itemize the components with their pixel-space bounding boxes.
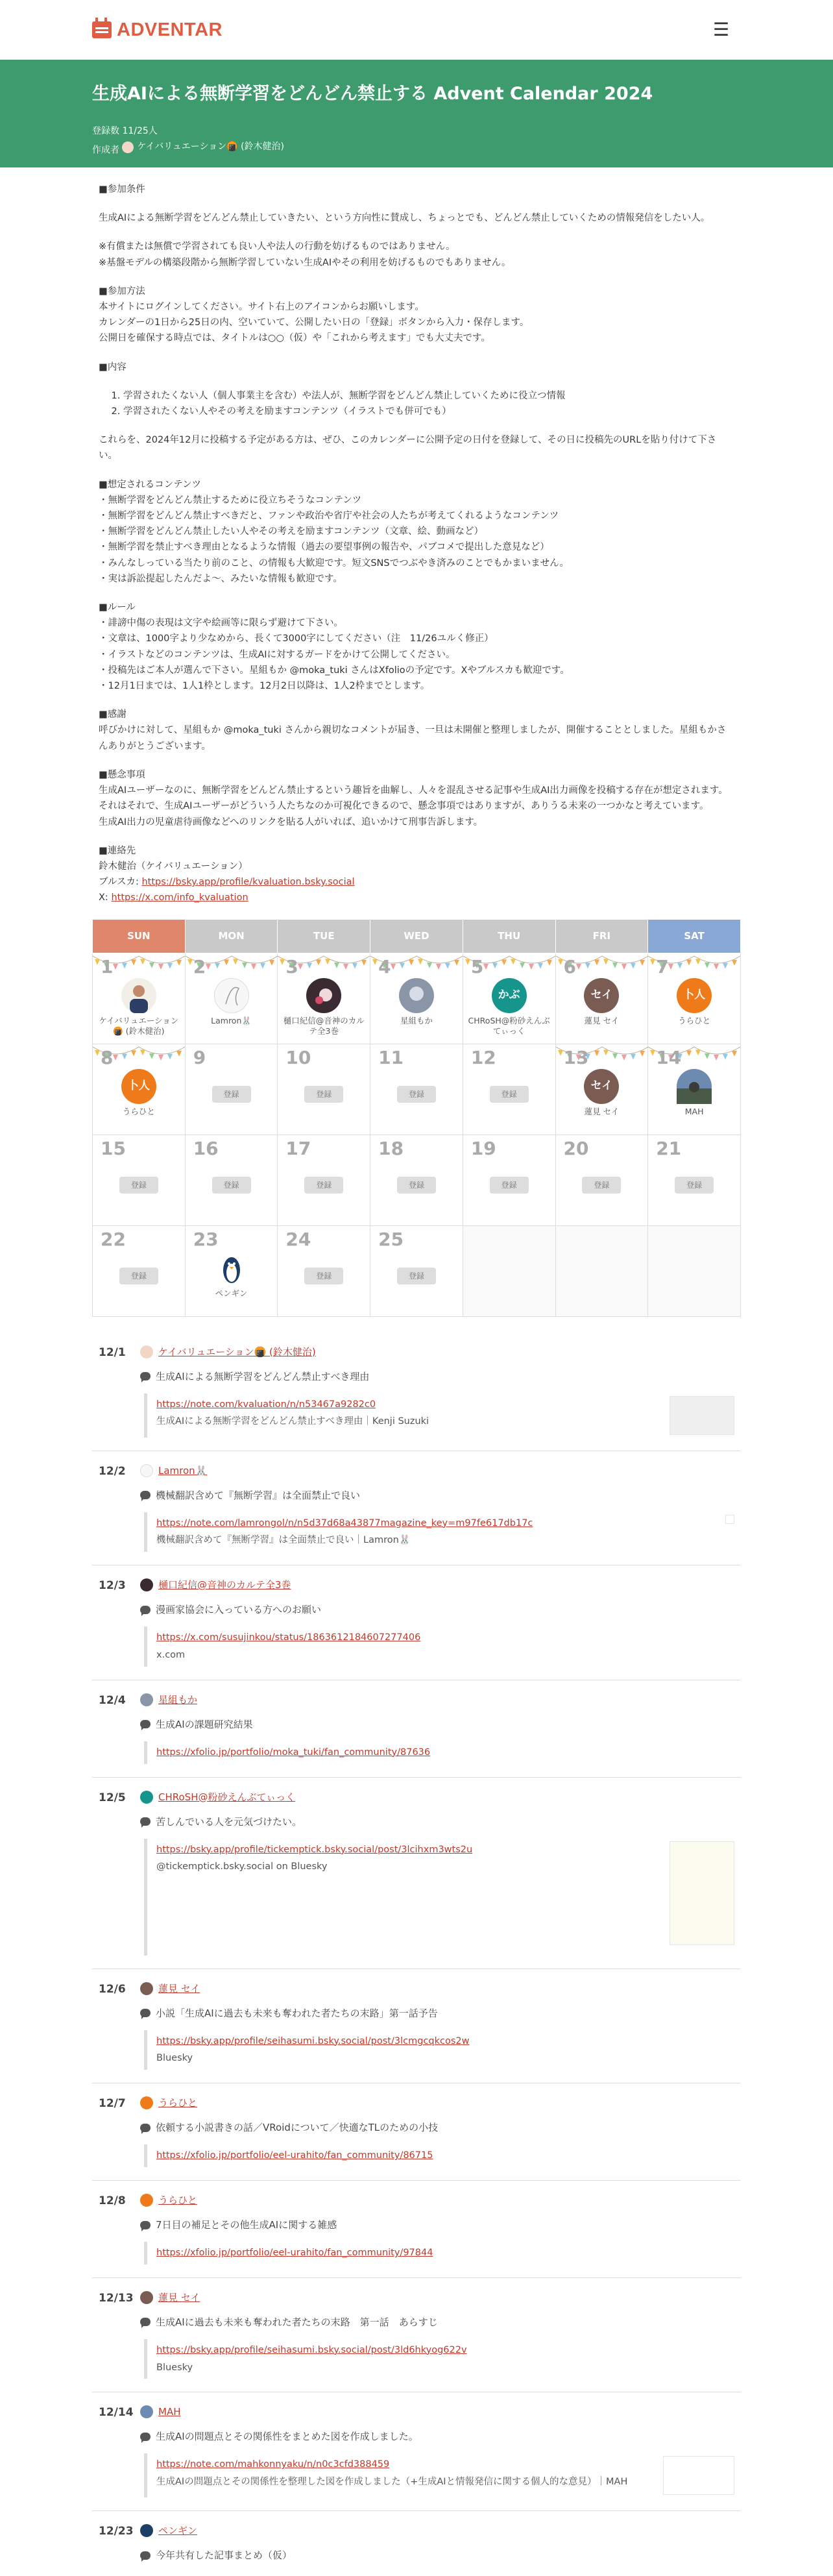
calendar-day-1[interactable] xyxy=(93,953,186,1044)
entry-comment: 生成AIの問題点とその関係性をまとめた図を作成しました。 xyxy=(156,2431,418,2443)
article-link[interactable]: https://bsky.app/profile/tickemptick.bsky.social/post/3lcihxm3wts2u xyxy=(156,1844,473,1855)
author-avatar[interactable] xyxy=(140,1464,153,1477)
day-number: 13 xyxy=(563,1046,589,1068)
weekday-wed: WED xyxy=(370,919,463,953)
desc-line: ・無断学習を禁止すべき理由となるような情報（過去の要望事例の報告や、パブコメで提出した意見など） xyxy=(99,542,549,553)
calendar-day-11[interactable] xyxy=(370,1044,463,1135)
author-avatar[interactable]: 卜人 xyxy=(121,1069,156,1104)
register-button[interactable]: 登録 xyxy=(304,1086,343,1103)
calendar-day-13[interactable] xyxy=(555,1044,648,1135)
author-link[interactable]: うらひと xyxy=(158,2097,198,2109)
day-number: 10 xyxy=(285,1046,311,1068)
day-number: 24 xyxy=(285,1228,311,1250)
list-item: 1. 学習されたくない人（個人事業主を含む）や法人が、無断学習をどんどん禁止していくために役立つ情報 xyxy=(123,388,734,404)
weekday-sat: SAT xyxy=(648,919,741,953)
creator-line xyxy=(92,139,741,158)
day-number: 1 xyxy=(101,955,114,977)
register-button[interactable]: 登録 xyxy=(304,1177,343,1194)
comment-icon xyxy=(140,1372,151,1380)
section-heading: ■ルール xyxy=(99,602,136,613)
desc-line: ・投稿先はご本人が選んで下さい。星組もか @moka_tuki さんはXfolioの予定です。Xやブルスカも歓迎です。 xyxy=(99,665,570,676)
register-button[interactable]: 登録 xyxy=(397,1177,436,1194)
calendar-banner xyxy=(0,60,833,167)
author-avatar[interactable] xyxy=(140,2194,153,2207)
calendar-description xyxy=(92,182,741,906)
day-number: 9 xyxy=(193,1046,206,1068)
article-title: @tickemptick.bsky.social on Bluesky xyxy=(156,1861,328,1872)
article-link[interactable]: https://note.com/lamrongol/n/n5d37d68a43877magazine_key=m97fe617db17c xyxy=(156,1517,533,1528)
day-number: 3 xyxy=(285,955,298,977)
desc-line: ・イラストなどのコンテンツは、生成AIに対するガードをかけて公開してください。 xyxy=(99,649,455,660)
author-name[interactable]: 星組もか xyxy=(400,1015,433,1025)
comment-icon xyxy=(140,1606,151,1614)
register-button[interactable]: 登録 xyxy=(582,1177,621,1194)
author-link[interactable]: ケイバリュエーション🍘 (鈴木健治) xyxy=(158,1345,316,1358)
entry-row xyxy=(92,2392,741,2511)
entry-row xyxy=(92,2181,741,2278)
bsky-label: ブルスカ: xyxy=(99,877,142,888)
calendar-day-6[interactable] xyxy=(555,953,648,1044)
calendar-day-12[interactable] xyxy=(463,1044,555,1135)
weekday-mon: MON xyxy=(185,919,278,953)
calendar-day-24[interactable] xyxy=(278,1225,370,1316)
calendar-day-15[interactable] xyxy=(93,1135,186,1225)
section-heading: ■連絡先 xyxy=(99,845,136,856)
author-avatar[interactable] xyxy=(399,978,434,1013)
calendar-day-5[interactable] xyxy=(463,953,555,1044)
article-thumbnail xyxy=(663,2456,734,2495)
creator-name[interactable]: ケイバリュエーション🍘 (鈴木健治) xyxy=(137,141,285,153)
desc-line: 生成AI出力の児童虐待画像などへのリンクを貼る人がいれば、追いかけて刑事告訴します。 xyxy=(99,816,483,828)
x-link[interactable]: https://x.com/info_kvaluation xyxy=(111,892,248,903)
author-name[interactable]: ケイバリュエーション🍘 (鈴木健治) xyxy=(99,1015,179,1037)
day-number: 5 xyxy=(470,955,484,977)
link-card[interactable] xyxy=(144,2030,741,2070)
register-button[interactable]: 登録 xyxy=(397,1086,436,1103)
author-avatar[interactable] xyxy=(140,1791,153,1804)
comment-icon xyxy=(140,2221,151,2229)
article-link[interactable]: https://bsky.app/profile/seihasumi.bsky.social/post/3lcmgcqkcos2w xyxy=(156,2035,470,2046)
day-number: 7 xyxy=(656,955,669,977)
entry-row xyxy=(92,1680,741,1778)
day-number: 4 xyxy=(378,955,391,977)
adventar-logo[interactable] xyxy=(92,15,223,45)
calendar-day-18[interactable] xyxy=(370,1135,463,1225)
author-link[interactable]: うらひと xyxy=(158,2194,198,2207)
weekday-fri: FRI xyxy=(555,919,648,953)
author-name[interactable]: 蓮見 セイ xyxy=(584,1106,620,1116)
weekday-tue: TUE xyxy=(278,919,370,953)
desc-line: ・みんなしっている当たり前のこと、の情報も大歓迎です。短文SNSでつぶやき済みのことでもかまいません。 xyxy=(99,558,569,569)
entry-comment: 7日目の補足とその他生成AIに関する雑感 xyxy=(156,2219,337,2231)
day-number: 15 xyxy=(101,1137,126,1159)
entry-comment: 漫画家協会に入っている方へのお願い xyxy=(156,1604,322,1616)
article-thumbnail xyxy=(670,1396,734,1435)
section-heading: ■感謝 xyxy=(99,709,127,720)
day-number: 2 xyxy=(193,955,206,977)
desc-line: ・誹謗中傷の表現は文字や絵画等に限らず避けて下さい。 xyxy=(99,618,343,629)
site-header xyxy=(0,0,833,60)
creator-avatar xyxy=(122,141,134,153)
day-number: 16 xyxy=(193,1137,219,1159)
entry-date: 12/23 xyxy=(99,2525,134,2538)
calendar-day-9[interactable] xyxy=(185,1044,278,1135)
calendar-day-22[interactable] xyxy=(93,1225,186,1316)
day-number: 6 xyxy=(563,955,576,977)
register-button[interactable]: 登録 xyxy=(212,1177,251,1194)
author-avatar[interactable]: セイ xyxy=(584,978,619,1013)
empty-day xyxy=(648,1225,741,1316)
link-card[interactable] xyxy=(144,2242,741,2264)
calendar-day-17[interactable] xyxy=(278,1135,370,1225)
day-number: 19 xyxy=(470,1137,496,1159)
day-number: 8 xyxy=(101,1046,114,1068)
entry-date: 12/14 xyxy=(99,2406,134,2420)
author-avatar[interactable]: セイ xyxy=(584,1069,619,1104)
author-avatar[interactable] xyxy=(140,1578,153,1591)
entry-date: 12/6 xyxy=(99,1982,126,1996)
comment-icon xyxy=(140,2433,151,2441)
comment-icon xyxy=(140,1491,151,1499)
calendar-day-4[interactable] xyxy=(370,953,463,1044)
desc-line: ※基盤モデルの構築段階から無断学習していない生成AIやその利用を妨げるものでもありません。 xyxy=(99,257,511,268)
entry-row xyxy=(92,1969,741,2084)
desc-line: ・無断学習をどんどん禁止したい人やその考えを励ますコンテンツ（文章、絵、動画など） xyxy=(99,526,484,537)
entry-row xyxy=(92,2083,741,2181)
creator-label: 作成者 xyxy=(92,145,119,156)
comment-icon xyxy=(140,2551,151,2560)
entry-comment: 苦しんでいる人を元気づけたい。 xyxy=(156,1815,302,1828)
bsky-link[interactable]: https://bsky.app/profile/kvaluation.bsky.social xyxy=(141,877,355,888)
article-link[interactable]: https://xfolio.jp/portfolio/moka_tuki/fan_community/87636 xyxy=(156,1747,431,1758)
author-link[interactable]: CHRoSH@粉砂えんぶてぃっく xyxy=(158,1791,296,1803)
entry-date: 12/8 xyxy=(99,2194,126,2208)
link-card[interactable] xyxy=(144,1839,741,1956)
author-name[interactable]: CHRoSH@粉砂えんぶてぃっく xyxy=(468,1015,550,1037)
author-avatar[interactable] xyxy=(121,978,156,1013)
author-avatar[interactable] xyxy=(140,2096,153,2109)
author-link[interactable]: 樋口紀信@音神のカルテ全3巻 xyxy=(158,1579,291,1591)
day-number: 18 xyxy=(378,1137,404,1159)
desc-line: ・無断学習をどんどん禁止すべきだと、ファンや政治や省庁や社会の人たちが考えてくれるようなコンテンツ xyxy=(99,511,559,522)
calendar-day-14[interactable] xyxy=(648,1044,741,1135)
weekday-thu: THU xyxy=(463,919,555,953)
calendar-day-10[interactable] xyxy=(278,1044,370,1135)
comment-icon xyxy=(140,2009,151,2017)
entry-date: 12/5 xyxy=(99,1791,126,1804)
article-link[interactable]: https://x.com/susujinkou/status/1863612184607277406 xyxy=(156,1632,421,1643)
entry-comment: 小説「生成AIに過去も未来も奪われた者たちの末路」第一話予告 xyxy=(156,2007,438,2019)
desc-line: 鈴木健治（ケイバリュエーション） xyxy=(99,861,248,872)
author-link[interactable]: 蓮見 セイ xyxy=(158,1982,200,1994)
article-title: Bluesky xyxy=(156,2053,193,2064)
article-link[interactable]: https://xfolio.jp/portfolio/eel-urahito/fan_community/86715 xyxy=(156,2150,433,2161)
comment-icon xyxy=(140,1817,151,1826)
entry-count: 登録数 11/25人 xyxy=(92,125,158,136)
calendar-day-19[interactable] xyxy=(463,1135,555,1225)
article-title: Bluesky xyxy=(156,2362,193,2373)
section-heading: ■内容 xyxy=(99,362,127,373)
link-card[interactable] xyxy=(144,2339,741,2379)
x-label: X: xyxy=(99,892,112,903)
entry-row xyxy=(92,1451,741,1566)
day-number: 14 xyxy=(656,1046,682,1068)
article-title: 生成AIの問題点とその関係性を整理した図を作成しました（+生成AIと情報発信に関する個人的な意見）｜MAH xyxy=(156,2477,628,2488)
link-card[interactable] xyxy=(144,1393,741,1438)
entry-comment: 依頼する小説書きの話／VRoidについて／快適なTLのための小技 xyxy=(156,2122,439,2134)
author-name[interactable]: MAH xyxy=(684,1106,704,1116)
calendar-day-3[interactable] xyxy=(278,953,370,1044)
article-title: 機械翻訳含めて『無断学習』は全面禁止で良い｜Lamron🐰 xyxy=(156,1535,411,1546)
article-thumbnail xyxy=(670,1841,734,1945)
desc-paragraph: これらを、2024年12月に投稿する予定がある方は、ぜひ、このカレンダーに公開予定の日付を登録して、その日に投稿先のURLを貼り付けて下さい。 xyxy=(99,435,717,461)
section-heading: ■懸念事項 xyxy=(99,769,145,780)
empty-day xyxy=(555,1225,648,1316)
day-number: 22 xyxy=(101,1228,126,1250)
comment-icon xyxy=(140,2318,151,2326)
register-button[interactable]: 登録 xyxy=(397,1268,436,1284)
calendar-day-23[interactable] xyxy=(185,1225,278,1316)
author-avatar[interactable] xyxy=(140,1345,153,1358)
hamburger-menu-icon[interactable]: ☰ xyxy=(712,18,729,40)
entry-date: 12/1 xyxy=(99,1345,126,1359)
desc-line: ・12月1日までは、1人1枠とします。12月2日以降は、1人2枠までとします。 xyxy=(99,681,430,692)
comment-icon xyxy=(140,2124,151,2132)
author-link[interactable]: Lamron🐰 xyxy=(158,1464,208,1477)
desc-paragraph: 生成AIによる無断学習をどんどん禁止していきたい、という方向性に賛成し、ちょっとでも、どんどん禁止していくための情報発信をしたい人。 xyxy=(99,213,710,224)
register-button[interactable]: 登録 xyxy=(675,1177,714,1194)
link-card[interactable] xyxy=(144,2144,741,2167)
creator-link[interactable] xyxy=(122,139,284,155)
author-name[interactable]: Lamron🐰 xyxy=(211,1015,252,1025)
entry-date: 12/13 xyxy=(99,2291,134,2305)
author-name[interactable]: うらひと xyxy=(122,1106,155,1116)
link-card[interactable] xyxy=(144,1626,741,1667)
calendar-logo-icon xyxy=(92,21,112,38)
entry-date: 12/4 xyxy=(99,1693,126,1707)
author-avatar[interactable] xyxy=(140,1982,153,1995)
weekday-sun: SUN xyxy=(93,919,186,953)
entry-comment: 生成AIによる無断学習をどんどん禁止すべき理由 xyxy=(156,1370,370,1382)
penguin-avatar-icon[interactable] xyxy=(214,1251,249,1286)
desc-line: 生成AIユーザーなのに、無断学習をどんどん禁止するという趣旨を曲解し、人々を混乱させる記事や生成AI出力画像を投稿する存在が想定されます。それはそれで、生成AIユーザーがどういう人たちなのか可視化できるので、懸念事項ではありますが、ありうる未来の一つかなと考えています。 xyxy=(99,785,728,812)
calendar-day-16[interactable] xyxy=(185,1135,278,1225)
desc-line: ※有償または無償で学習されても良い人や法人の行動を妨げるものではありません。 xyxy=(99,241,455,252)
author-link[interactable]: 星組もか xyxy=(158,1693,198,1706)
author-link[interactable]: ペンギン xyxy=(158,2525,197,2537)
author-avatar[interactable] xyxy=(140,1693,153,1706)
desc-line: カレンダーの1日から25日の内、空いていて、公開したい日の「登録」ボタンから入力・保存します。 xyxy=(99,317,529,328)
author-name[interactable]: 蓮見 セイ xyxy=(584,1015,620,1025)
author-link[interactable]: MAH xyxy=(158,2406,181,2418)
calendar-day-8[interactable] xyxy=(93,1044,186,1135)
list-item: 2. 学習されたくない人やその考えを励ますコンテンツ（イラストでも併可でも） xyxy=(123,404,734,419)
empty-day xyxy=(463,1225,555,1316)
calendar-day-2[interactable] xyxy=(185,953,278,1044)
calendar-day-25[interactable] xyxy=(370,1225,463,1316)
author-name[interactable]: ペンギン xyxy=(215,1288,248,1298)
day-number: 25 xyxy=(378,1228,404,1250)
comment-icon xyxy=(140,1720,151,1728)
register-button[interactable]: 登録 xyxy=(119,1177,158,1194)
entry-comment: 生成AIに過去も未来も奪われた者たちの末路 第一話 あらすじ xyxy=(156,2316,438,2328)
link-card[interactable] xyxy=(144,1741,741,1764)
author-avatar[interactable]: かぶ xyxy=(492,978,527,1013)
author-name[interactable]: うらひと xyxy=(678,1015,711,1025)
calendar-day-20[interactable] xyxy=(555,1135,648,1225)
article-link[interactable]: https://bsky.app/profile/seihasumi.bsky.social/post/3ld6hkyog622v xyxy=(156,2344,467,2355)
desc-line: ・無断学習をどんどん禁止するために役立ちそうなコンテンツ xyxy=(99,495,362,506)
register-button[interactable]: 登録 xyxy=(490,1086,529,1103)
entry-row xyxy=(92,1778,741,1969)
logo-text: ADVENTAR xyxy=(117,19,223,40)
author-name[interactable]: 樋口紀信@音神のカルテ全3巻 xyxy=(283,1015,365,1037)
article-title: x.com xyxy=(156,1649,186,1660)
content-list xyxy=(123,388,734,419)
link-card[interactable] xyxy=(144,1512,741,1552)
desc-line: 呼びかけに対して、星組もか @moka_tuki さんから親切なコメントが届き、一旦は未開催と整理しましたが、開催することとしました。星組もかさんありがとうございます。 xyxy=(99,725,727,752)
entry-list xyxy=(92,1332,741,2576)
article-link[interactable]: https://note.com/kvaluation/n/n53467a9282c0 xyxy=(156,1399,376,1410)
section-heading: ■参加方法 xyxy=(99,286,145,297)
author-avatar[interactable] xyxy=(677,1069,712,1104)
register-button[interactable]: 登録 xyxy=(212,1086,251,1103)
author-link[interactable]: 蓮見 セイ xyxy=(158,2291,200,2303)
broken-image-icon xyxy=(725,1515,734,1524)
penguin-avatar-icon[interactable] xyxy=(140,2524,153,2537)
section-heading: ■参加条件 xyxy=(99,184,145,195)
register-button[interactable]: 登録 xyxy=(119,1268,158,1284)
day-number: 23 xyxy=(193,1228,219,1250)
author-avatar[interactable] xyxy=(214,978,249,1013)
entry-row xyxy=(92,1565,741,1680)
entry-date: 12/3 xyxy=(99,1579,126,1593)
author-avatar[interactable] xyxy=(140,2405,153,2418)
author-avatar[interactable] xyxy=(140,2291,153,2304)
calendar-title: 生成AIによる無断学習をどんどん禁止する Advent Calendar 2024 xyxy=(92,84,653,104)
desc-line: 公開日を確保する時点では、タイトルは○○（仮）や「これから考えます」でも大丈夫です。 xyxy=(99,333,490,344)
entry-date: 12/2 xyxy=(99,1464,126,1478)
day-number: 17 xyxy=(285,1137,311,1159)
desc-line: ・文章は、1000字より少なめから、長くて3000字にしてください（注 11/26ユルく修正） xyxy=(99,633,494,644)
day-number: 20 xyxy=(563,1137,589,1159)
entry-row xyxy=(92,1332,741,1451)
register-button[interactable]: 登録 xyxy=(304,1268,343,1284)
article-link[interactable]: https://xfolio.jp/portfolio/eel-urahito/fan_community/97844 xyxy=(156,2248,433,2259)
entry-comment: 生成AIの課題研究結果 xyxy=(156,1718,253,1730)
calendar-day-7[interactable] xyxy=(648,953,741,1044)
entry-comment: 機械翻訳含めて『無断学習』は全面禁止で良い xyxy=(156,1489,361,1501)
entry-row xyxy=(92,2511,741,2576)
author-avatar[interactable]: 卜人 xyxy=(677,978,712,1013)
day-number: 21 xyxy=(656,1137,682,1159)
entry-comment: 今年共有した記事まとめ（仮） xyxy=(156,2549,293,2562)
advent-calendar xyxy=(92,919,741,1317)
author-avatar[interactable] xyxy=(306,978,341,1013)
article-link[interactable]: https://note.com/mahkonnyaku/n/n0c3cfd388459 xyxy=(156,2459,390,2470)
section-heading: ■想定されるコンテンツ xyxy=(99,479,201,490)
article-title: 生成AIによる無断学習をどんどん禁止すべき理由｜Kenji Suzuki xyxy=(156,1416,429,1427)
register-button[interactable]: 登録 xyxy=(490,1177,529,1194)
calendar-day-21[interactable] xyxy=(648,1135,741,1225)
desc-line: ・実は訴訟提起したんだよ～、みたいな情報も歓迎です。 xyxy=(99,573,343,584)
entry-date: 12/7 xyxy=(99,2097,126,2111)
link-card[interactable] xyxy=(144,2453,741,2497)
desc-line: 本サイトにログインしてください。サイト右上のアイコンからお願いします。 xyxy=(99,302,424,313)
day-number: 12 xyxy=(470,1046,496,1068)
day-number: 11 xyxy=(378,1046,404,1068)
entry-row xyxy=(92,2278,741,2393)
